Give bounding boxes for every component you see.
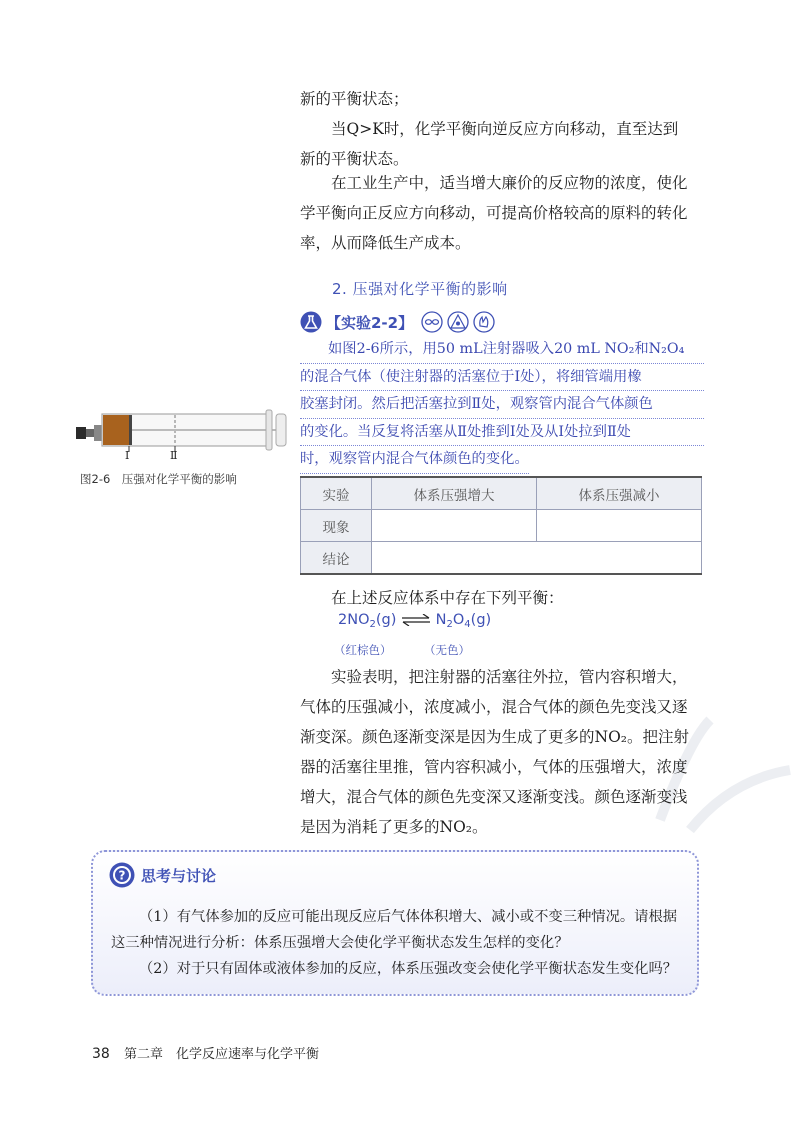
syringe-gas-fill	[103, 415, 129, 445]
equation-subscript: 4	[464, 619, 471, 630]
table-header-cell: 体系压强增大	[372, 477, 537, 510]
equation-text: 2NO	[338, 612, 370, 628]
discussion-title-text: 思考与讨论	[141, 866, 217, 885]
text-paragraph: 在工业生产中，适当增大廉价的反应物的浓度，使化学平衡向正反应方向移动，可提高价格较高的原料的转化率，从而降低生产成本。	[300, 174, 688, 252]
page-number: 38	[92, 1046, 110, 1062]
syringe-label-2: Ⅱ	[170, 449, 178, 462]
paragraph-3	[300, 168, 702, 258]
discussion-box	[91, 850, 699, 996]
goggles-icon	[421, 311, 443, 333]
text-line: 当Q>K时，化学平衡向逆反应方向移动，直至达到	[331, 120, 679, 138]
equation-subscript: 2	[369, 619, 376, 630]
experiment-line: 胶塞封闭。然后把活塞拉到Ⅱ处，观察管内混合气体颜色	[300, 391, 704, 419]
text-line: 新的平衡状态；	[300, 90, 409, 108]
table-header-cell: 体系压强减小	[537, 477, 702, 510]
table-cell	[372, 510, 537, 542]
experiment-line: 时，观察管内混合气体颜色的变化。	[300, 446, 529, 474]
discussion-title	[109, 862, 216, 888]
table-row	[301, 542, 702, 575]
text-line: 在上述反应体系中存在下列平衡：	[331, 589, 564, 607]
experiment-flask-icon	[300, 311, 322, 333]
equilibrium-intro	[300, 583, 702, 613]
table-cell	[537, 510, 702, 542]
table-header-row	[301, 477, 702, 510]
paragraph-1	[300, 84, 702, 174]
figure-caption: 图2-6 压强对化学平衡的影响	[80, 472, 237, 486]
experiment-line: 的混合气体（使注射器的活塞位于Ⅰ处），将细管端用橡	[300, 364, 704, 392]
toxic-gas-icon	[447, 311, 469, 333]
chapter-title: 第二章 化学反应速率与化学平衡	[123, 1047, 319, 1062]
equation-text: (g)	[375, 612, 397, 628]
discussion-question-icon	[109, 862, 135, 888]
text-line: 新的平衡状态。	[300, 150, 409, 168]
chemical-equation	[338, 612, 491, 630]
experiment-line: 的变化。当反复将活塞从Ⅱ处推到Ⅰ处及从Ⅰ处拉到Ⅱ处	[300, 419, 704, 447]
equation-text: O	[452, 612, 465, 628]
experiment-title	[300, 310, 495, 334]
equilibrium-arrow-icon	[401, 614, 431, 626]
experiment-label: 【实验2-2】	[326, 313, 414, 332]
table-cell	[372, 542, 702, 575]
table-header-cell: 实验	[301, 477, 372, 510]
experiment-description	[300, 336, 704, 474]
observation-table	[300, 476, 702, 575]
svg-text:?: ?	[118, 868, 126, 883]
experiment-line: 如图2-6所示，用50 mL注射器吸入20 mL NO₂和N₂O₄	[300, 336, 704, 364]
hand-wash-icon	[473, 311, 495, 333]
page-footer	[92, 1043, 319, 1062]
discussion-questions	[111, 904, 691, 982]
color-note-red-brown: （红棕色）	[334, 643, 392, 657]
table-row-label: 现象	[301, 510, 372, 542]
syringe-label-1: Ⅰ	[125, 449, 130, 462]
equation-text: N	[435, 612, 447, 628]
text-paragraph: 实验表明，把注射器的活塞往外拉，管内容积增大，气体的压强减小，浓度减小，混合气体的颜色先变浅又逐渐变深。颜色逐渐变深是因为生成了更多的NO₂。把注射器的活塞往里推，管内容积减小，气体的压强增大，浓度增大，混合气体的颜色先变深又逐渐变浅。颜色逐渐变浅是因为消耗了更多的NO₂。	[300, 668, 689, 836]
equation-text: (g)	[470, 612, 492, 628]
discussion-question: （2）对于只有固体或液体参加的反应，体系压强改变会使化学平衡状态发生变化吗？	[139, 961, 678, 977]
table-row-label: 结论	[301, 542, 372, 575]
color-note-colorless: （无色）	[424, 643, 470, 657]
section-heading: 2. 压强对化学平衡的影响	[332, 280, 508, 298]
table-row	[301, 510, 702, 542]
syringe-figure	[76, 408, 292, 466]
explanation-paragraph	[300, 662, 702, 842]
discussion-question: （1）有气体参加的反应可能出现反应后气体体积增大、减小或不变三种情况。请根据这三种情况进行分析：体系压强增大会使化学平衡状态发生怎样的变化？	[111, 909, 678, 951]
equation-subscript: 2	[446, 619, 453, 630]
